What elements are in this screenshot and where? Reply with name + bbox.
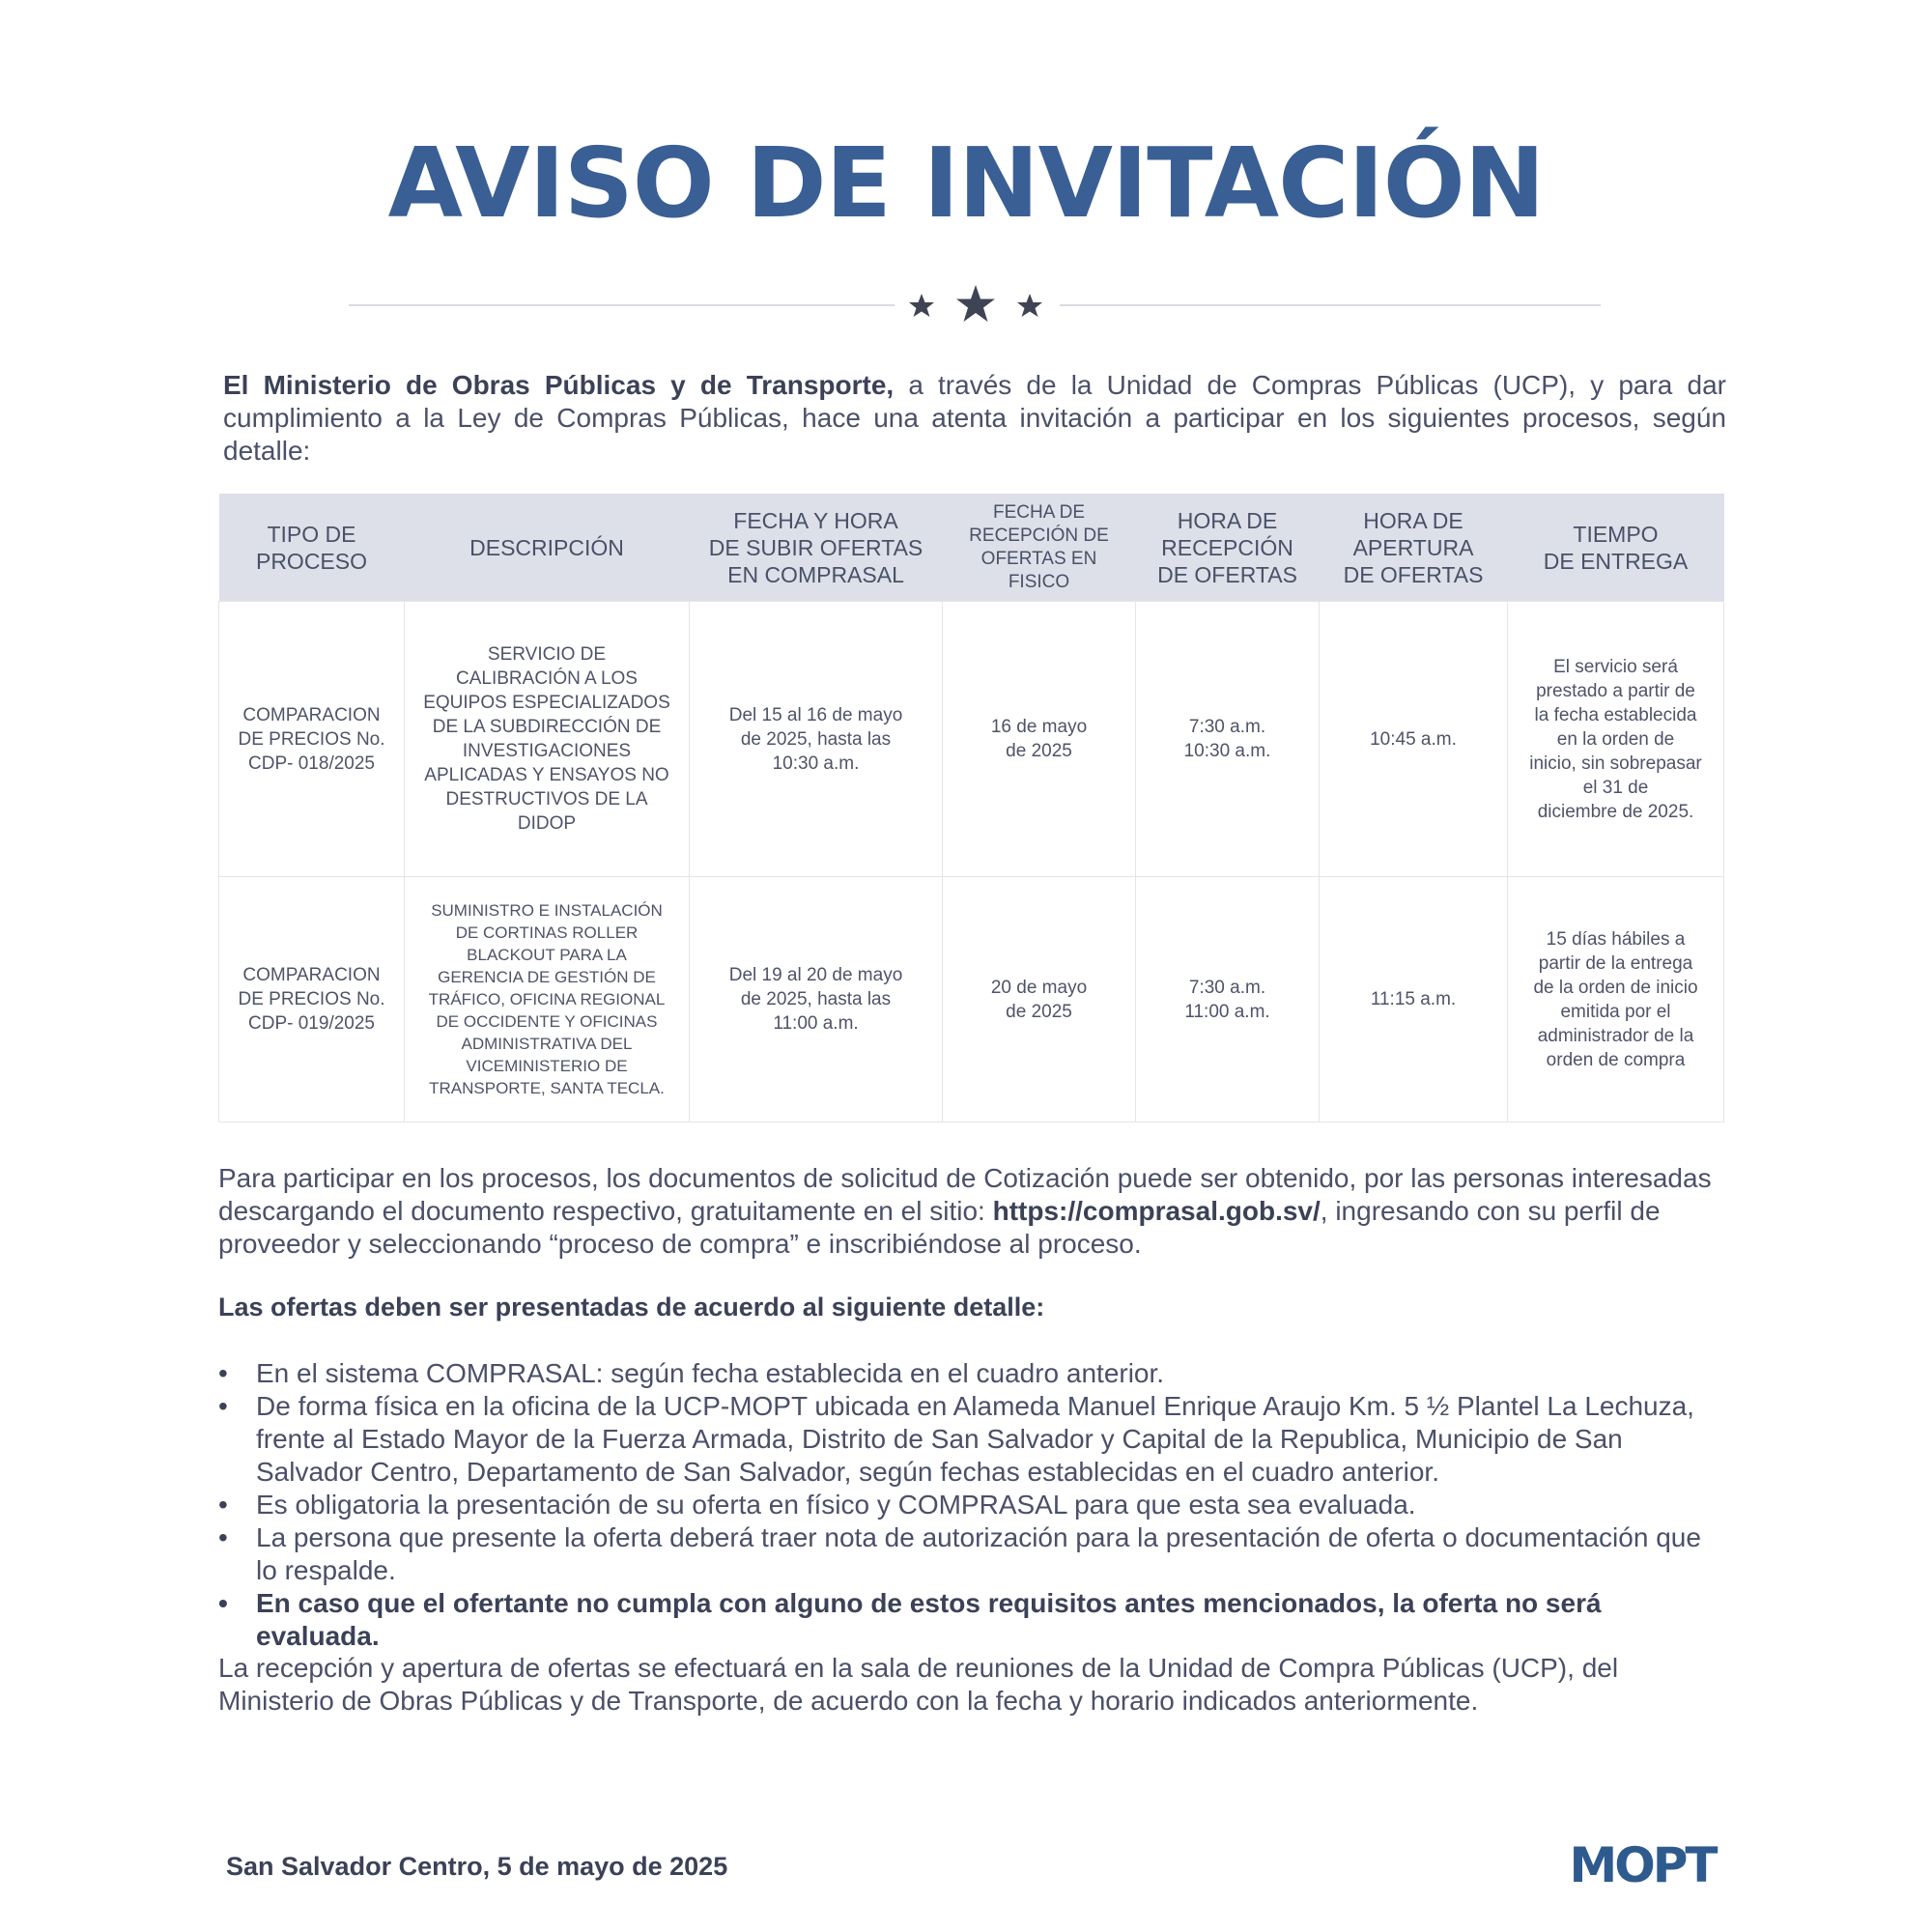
- page-title: AVISO DE INVITACIÓN: [387, 127, 1545, 240]
- participation-text-after: , ingresando con su perfil de proveedor y seleccionando “proceso de compra” e inscribiéndose al proceso.: [218, 1196, 1661, 1259]
- cell-hora-apertura: 11:15 a.m.: [1320, 877, 1508, 1122]
- star-icon: [956, 285, 995, 322]
- cell-hora-recepcion: 7:30 a.m. 10:30 a.m.: [1136, 602, 1320, 877]
- cell-fecha-compras: Del 15 al 16 de mayo de 2025, hasta las 10:30 a.m.: [690, 602, 943, 877]
- intro-paragraph: [223, 369, 1726, 468]
- cell-hora-apertura: 10:45 a.m.: [1320, 602, 1508, 877]
- stars-ornament: [908, 282, 1043, 330]
- list-item: • Es obligatoria la presentación de su oferta en físico y COMPRASAL para que esta sea evaluada.: [218, 1489, 1725, 1521]
- star-icon: [1017, 294, 1042, 317]
- intro-bold: El Ministerio de Obras Públicas y de Transporte,: [223, 370, 895, 400]
- cell-fecha-fisico: 16 de mayo de 2025: [943, 602, 1136, 877]
- table-header-row: [219, 494, 1724, 602]
- participation-paragraph: [218, 1162, 1725, 1261]
- intro-text: a través de la Unidad de Compras Públicas (UCP), y para dar cumplimiento a la Ley de Compras Públicas, hace una atenta invitación a participar en los siguientes procesos, según detalle:: [223, 370, 1726, 466]
- closing-paragraph: La recepción y apertura de ofertas se efectuará en la sala de reuniones de la Unidad de Compra Públicas (UCP), del Ministerio de Obras Públicas y de Transporte, de acuerdo con la fecha y horario indicados anteriormente.: [218, 1653, 1619, 1716]
- cell-tiempo: 15 días hábiles a partir de la entrega de la orden de inicio emitida por el administrador de la orden de compra: [1508, 877, 1724, 1122]
- cell-tipo: COMPARACION DE PRECIOS No. CDP- 018/2025: [219, 602, 405, 877]
- participation-text: Para participar en los procesos, los documentos de solicitud de Cotización puede ser obtenido, por las personas interesadas descargando el documento respectivo, gratuitamente en el sitio:: [218, 1163, 1712, 1226]
- list-item: • La persona que presente la oferta deberá traer nota de autorización para la presentación de oferta o documentación que lo respalde.: [218, 1521, 1725, 1587]
- list-item: • En el sistema COMPRASAL: según fecha establecida en el cuadro anterior.: [218, 1357, 1725, 1390]
- process-table: [218, 494, 1724, 1122]
- table-row: [219, 877, 1724, 1122]
- cell-descripcion: SUMINISTRO E INSTALACIÓN DE CORTINAS ROLLER BLACKOUT PARA LA GERENCIA DE GESTIÓN DE TRÁFICO, OFICINA REGIONAL DE OCCIDENTE Y OFICINAS ADMINISTRATIVA DEL VICEMINISTERIO DE TRANSPORTE, SANTA TECLA.: [405, 877, 690, 1122]
- mopt-logo-text: MOPT: [1569, 1841, 1716, 1888]
- comprasal-link[interactable]: https://comprasal.gob.sv/: [992, 1196, 1321, 1226]
- list-item: • De forma física en la oficina de la UCP-MOPT ubicada en Alameda Manuel Enrique Araujo Km. 5 ½ Plantel La Lechuza, frente al Estado Mayor de la Fuerza Armada, Distrito de San Salvador y Capital de la Republica, Municipio de San Salvador Centro, Departamento de San Salvador, según fechas establecidas en el cuadro anterior.: [218, 1390, 1725, 1489]
- star-icon: [909, 294, 934, 317]
- col-header-fecha-fisico: FECHA DE RECEPCIÓN DE OFERTAS EN FISICO: [943, 494, 1136, 602]
- cell-descripcion: SERVICIO DE CALIBRACIÓN A LOS EQUIPOS ESPECIALIZADOS DE LA SUBDIRECCIÓN DE INVESTIGACIONES APLICADAS Y ENSAYOS NO DESTRUCTIVOS DE LA DIDOP: [405, 602, 690, 877]
- divider-right: [1060, 304, 1601, 306]
- cell-tipo: COMPARACION DE PRECIOS No. CDP- 019/2025: [219, 877, 405, 1122]
- footer-date: San Salvador Centro, 5 de mayo de 2025: [226, 1852, 728, 1881]
- cell-tiempo: El servicio será prestado a partir de la fecha establecida en la orden de inicio, sin sobrepasar el 31 de diciembre de 2025.: [1508, 602, 1724, 877]
- cell-hora-recepcion: 7:30 a.m. 11:00 a.m.: [1136, 877, 1320, 1122]
- col-header-descripcion: DESCRIPCIÓN: [405, 494, 690, 602]
- cell-fecha-fisico: 20 de mayo de 2025: [943, 877, 1136, 1122]
- col-header-tipo: TIPO DE PROCESO: [219, 494, 405, 602]
- cell-fecha-compras: Del 19 al 20 de mayo de 2025, hasta las 11:00 a.m.: [690, 877, 943, 1122]
- mopt-logo: [1565, 1841, 1719, 1888]
- offers-header: Las ofertas deben ser presentadas de acuerdo al siguiente detalle:: [218, 1293, 1045, 1321]
- col-header-fecha-compras: FECHA Y HORA DE SUBIR OFERTAS EN COMPRASAL: [690, 494, 943, 602]
- offers-list: [218, 1357, 1725, 1653]
- col-header-hora-recepcion: HORA DE RECEPCIÓN DE OFERTAS: [1136, 494, 1320, 602]
- table-row: [219, 602, 1724, 877]
- divider-left: [349, 304, 895, 306]
- col-header-tiempo: TIEMPO DE ENTREGA: [1508, 494, 1724, 602]
- col-header-hora-apertura: HORA DE APERTURA DE OFERTAS: [1320, 494, 1508, 602]
- list-item-warning: • En caso que el ofertante no cumpla con alguno de estos requisitos antes mencionados, la oferta no será evaluada.: [218, 1587, 1725, 1653]
